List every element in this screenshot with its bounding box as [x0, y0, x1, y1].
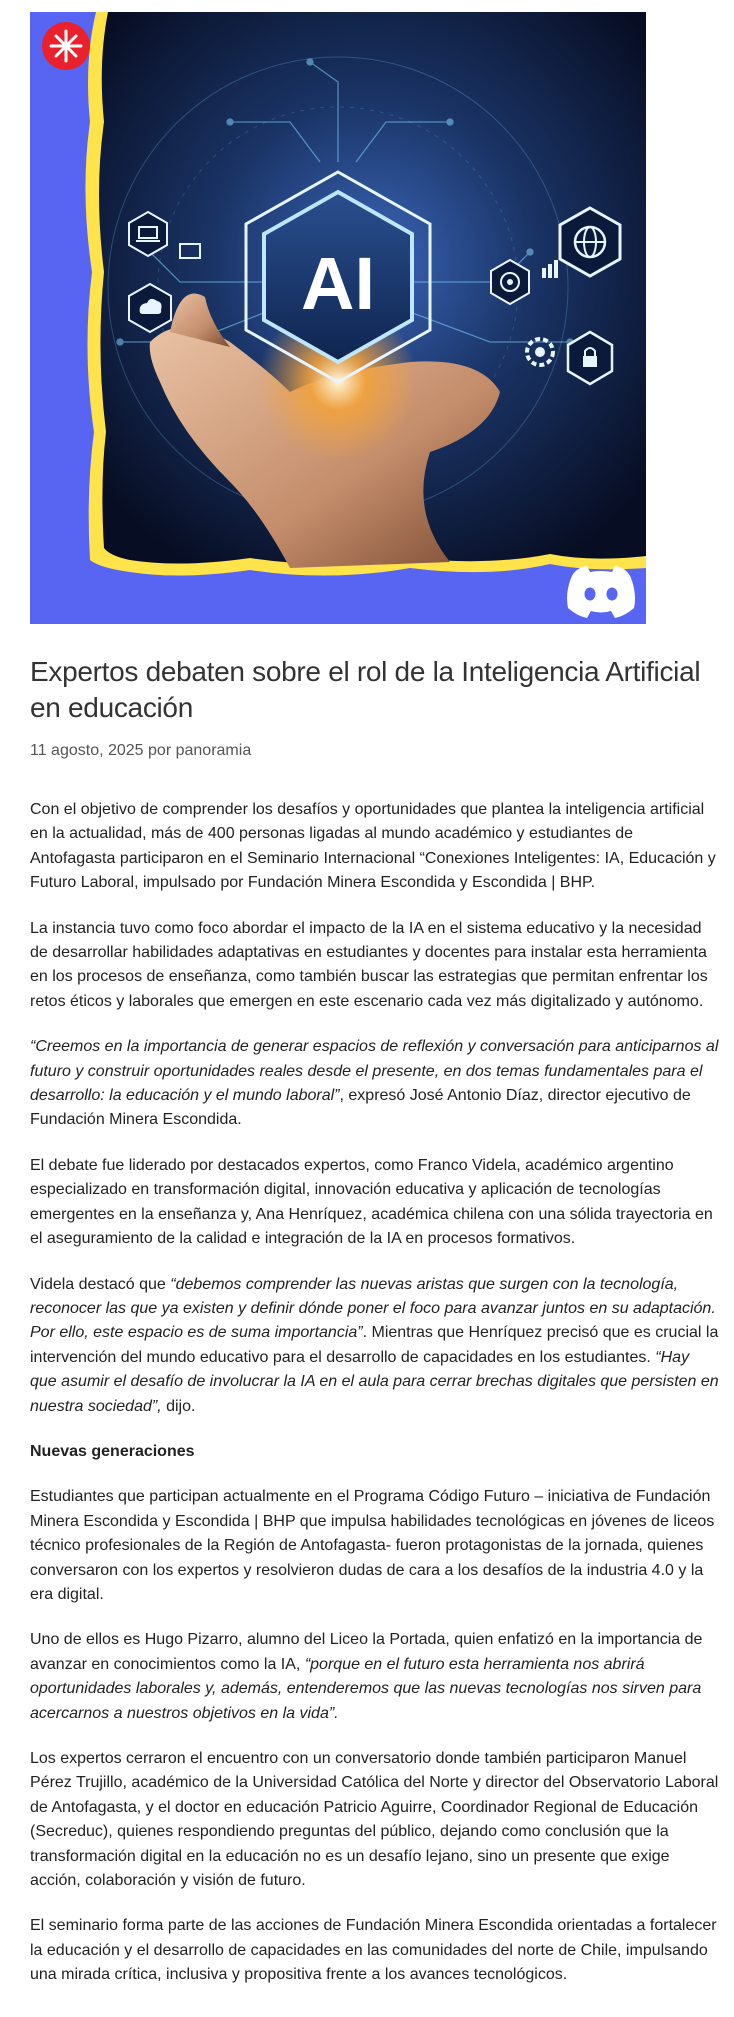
quote-videla: “debemos comprender las nuevas aristas que surgen con la tecnología, reconocer las que ya existen y definir dónde poner el foco para avanzar juntos en su adaptación. Por ello, este espacio es de suma importancia” — [30, 1275, 716, 1342]
quote-pizarro: “porque en el futuro esta herramienta nos abrirá oportunidades laborales y, además, entenderemos que las nuevas tecnologías nos sirven para acercarnos a nuestros objetivos en la vida”. — [30, 1655, 702, 1722]
paragraph-quote-diaz: “Creemos en la importancia de generar espacios de reflexión y conversación para anticiparnos al futuro y construir oportunidades reales desde el presente, en dos temas fundamentales para el desarrollo: la educación y el mundo laboral”, expresó José Antonio Díaz, director ejecutivo de Fundación Minera Escondida. — [30, 1038, 719, 1129]
article-meta — [30, 741, 251, 761]
discord-logo-icon — [567, 566, 635, 618]
laptop-icon — [129, 212, 167, 256]
paragraph-intro: Con el objetivo de comprender los desafíos y oportunidades que plantea la inteligencia artificial en la actualidad, más de 400 personas ligadas al mundo académico y estudiantes de Antofagasta participaron en el Seminario Internacional “Conexiones Inteligentes: IA, Educación y Futuro Laboral, impulsado por Fundación Minera Escondida y Escondida | BHP. — [30, 801, 716, 892]
author-link[interactable]: panoramia — [175, 742, 252, 759]
quote-diaz: “Creemos en la importancia de generar espacios de reflexión y conversación para anticiparnos al futuro y construir oportunidades reales desde el presente, en dos temas fundamentales para el desarrollo: la educación y el mundo laboral” — [30, 1038, 719, 1105]
paragraph-students: Estudiantes que participan actualmente en el Programa Código Futuro – iniciativa de Fundación Minera Escondida y Escondida | BHP que impulsa habilidades tecnológicas en jóvenes de liceos técnico profesionales de la Región de Antofagasta- fueron protagonistas de la jornada, quienes conversaron con los expertos y resolvieron dudas de cara a los desafíos de la industria 4.0 y la era digital. — [30, 1488, 715, 1603]
paragraph-closing: El seminario forma parte de las acciones de Fundación Minera Escondida orientadas a fortalecer la educación y el desarrollo de capacidades en las comunidades del norte de Chile, impulsando una mirada crítica, inclusiva y propositiva frente a los avances tecnológicos. — [30, 1917, 717, 1984]
paragraph-conversatorio: Los expertos cerraron el encuentro con un conversatorio donde también participaron Manuel Pérez Trujillo, académico de la Universidad Católica del Norte y director del Observatorio Laboral de Antofagasta, y el doctor en educación Patricio Aguirre, Coordinador Regional de Educación (Secreduc), quienes respondiendo preguntas del público, dejando como conclusión que la transformación digital en la educación no es un desafío lejano, sino un presente que exige acción, colaboración y visión de futuro. — [30, 1750, 719, 1890]
paragraph-pizarro: Uno de ellos es Hugo Pizarro, alumno del Liceo la Portada, quien enfatizó en la importancia de avanzar en conocimientos como la IA, “porque en el futuro esta herramienta nos abrirá oportunidades laborales y, además, entenderemos que las nuevas tecnologías nos sirven para acercarnos a nuestros objetivos en la vida”. — [30, 1631, 703, 1722]
hero-image — [30, 12, 646, 624]
globe-icon — [560, 208, 620, 276]
lock-icon — [568, 332, 612, 384]
post-date[interactable]: 11 agosto, 2025 — [30, 742, 144, 759]
paragraph-focus: La instancia tuvo como foco abordar el impacto de la IA en el sistema educativo y la necesidad de desarrollar habilidades adaptativas en estudiantes y docentes para instalar esta herramienta en los procesos de enseñanza, como también buscar las estrategias que permitan enfrentar los retos éticos y laborales que emergen en este escenario cada vez más digitalizado y autónomo. — [30, 919, 708, 1010]
by-label: por — [148, 742, 172, 759]
star-badge-icon — [42, 22, 90, 70]
paragraph-videla: Videla destacó que “debemos comprender las nuevas aristas que surgen con la tecnología, reconocer las que ya existen y definir dónde poner el foco para avanzar juntos en su adaptación. Por ello, este espacio es de suma importancia”. Mientras que Henríquez precisó que es crucial la intervención del mundo educativo para el desarrollo de capacidades en los estudiantes. “Hay que asumir el desafío de involucrar la IA en el aula para cerrar brechas digitales que persisten en nuestra sociedad”, dijo. — [30, 1275, 719, 1415]
ai-hexagon-label: AI — [301, 242, 375, 325]
paragraph-experts: El debate fue liderado por destacados expertos, como Franco Videla, académico argentino especializado en transformación digital, innovación educativa y aplicación de tecnologías emergentes en la enseñanza y, Ana Henríquez, académica chilena con una sólida trayectoria en el aseguramiento de la calidad e integración de la IA en procesos formativos. — [30, 1156, 713, 1248]
quote-henriquez: “Hay que asumir el desafío de involucrar la IA en el aula para cerrar brechas digitales que persisten en nuestra sociedad”, — [30, 1348, 719, 1415]
article-body — [30, 798, 720, 2009]
section-heading: Nuevas generaciones — [30, 1442, 195, 1460]
target-icon — [491, 260, 529, 304]
article-title: Expertos debaten sobre el rol de la Inteligencia Artificial en educación — [30, 656, 701, 723]
